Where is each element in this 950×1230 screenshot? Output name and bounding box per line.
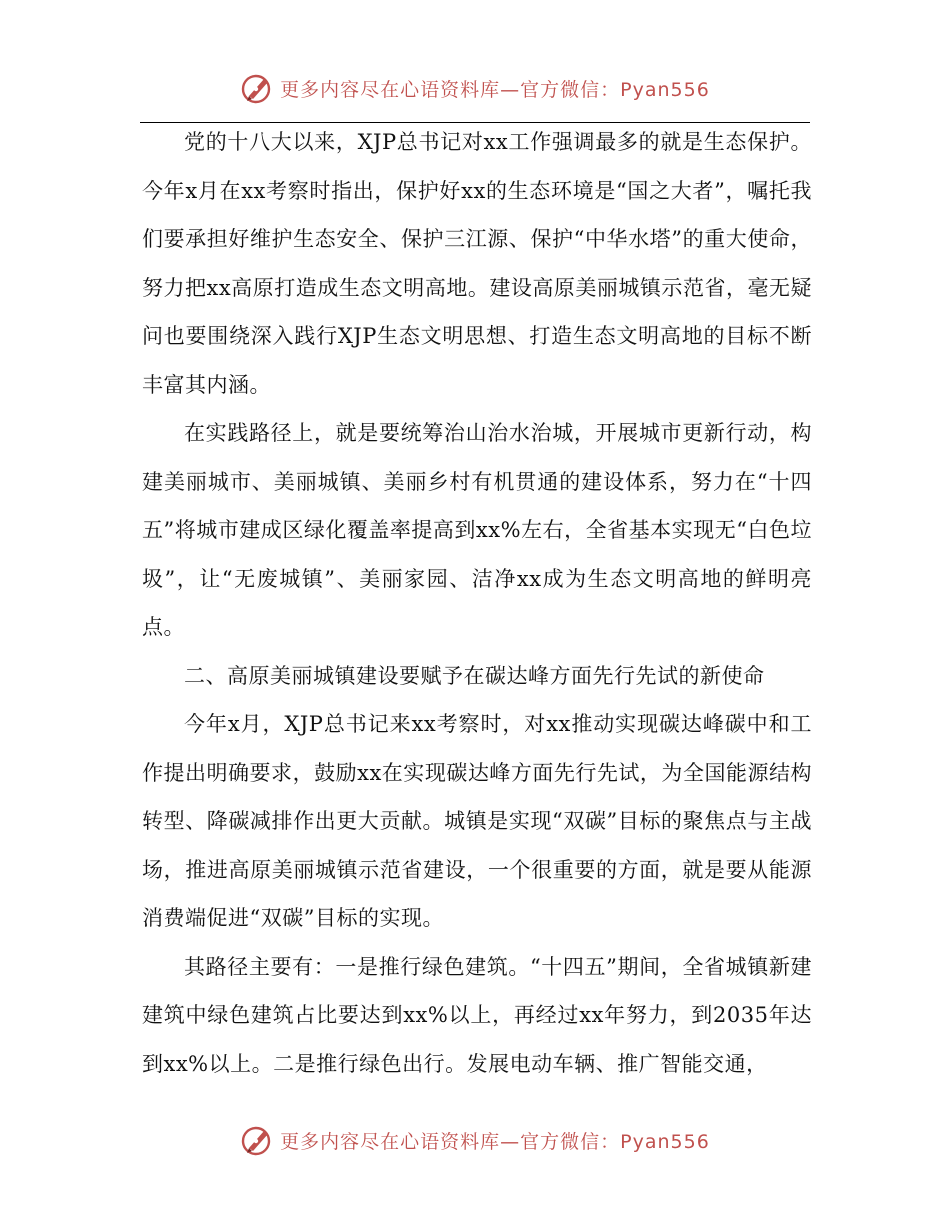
pen-logo-icon: [240, 71, 274, 105]
paragraph: 党的十八大以来，XJP总书记对xx工作强调最多的就是生态保护。今年x月在xx考察时指出，保护好xx的生态环境是“国之大者”，嘱托我们要承担好维护生态安全、保护三江源、保护“中华水塔”的重大使命，努力把xx高原打造成生态文明高地。建设高原美丽城镇示范省，毫无疑问也要围绕深入践行XJP生态文明思想、打造生态文明高地的目标不断丰富其内涵。: [142, 130, 812, 397]
pen-logo-icon: [240, 1123, 274, 1157]
section-heading: 二、高原美丽城镇建设要赋予在碳达峰方面先行先试的新使命: [184, 663, 765, 688]
paragraph: 其路径主要有：一是推行绿色建筑。“十四五”期间，全省城镇新建建筑中绿色建筑占比要达到xx%以上，再经过xx年努力，到2035年达到xx%以上。二是推行绿色出行。发展电动车辆、推广智能交通，: [142, 954, 812, 1076]
footer-watermark-text: 更多内容尽在心语资料库—官方微信：Pyan556: [280, 1130, 710, 1153]
header-watermark: [0, 68, 950, 108]
paragraph: 在实践路径上，就是要统筹治山治水治城，开展城市更新行动，构建美丽城市、美丽城镇、美丽乡村有机贯通的建设体系，努力在“十四五”将城市建成区绿化覆盖率提高到xx%左右，全省基本实现无“白色垃圾”，让“无废城镇”、美丽家园、洁净xx成为生态文明高地的鲜明亮点。: [142, 421, 812, 639]
footer-watermark: [0, 1120, 950, 1160]
document-body: [142, 118, 812, 1088]
header-watermark-text: 更多内容尽在心语资料库—官方微信：Pyan556: [280, 78, 710, 101]
paragraph: 今年x月，XJP总书记来xx考察时，对xx推动实现碳达峰碳中和工作提出明确要求，鼓励xx在实现碳达峰方面先行先试，为全国能源结构转型、降碳减排作出更大贡献。城镇是实现“双碳”目标的聚焦点与主战场，推进高原美丽城镇示范省建设，一个很重要的方面，就是要从能源消费端促进“双碳”目标的实现。: [142, 712, 812, 930]
